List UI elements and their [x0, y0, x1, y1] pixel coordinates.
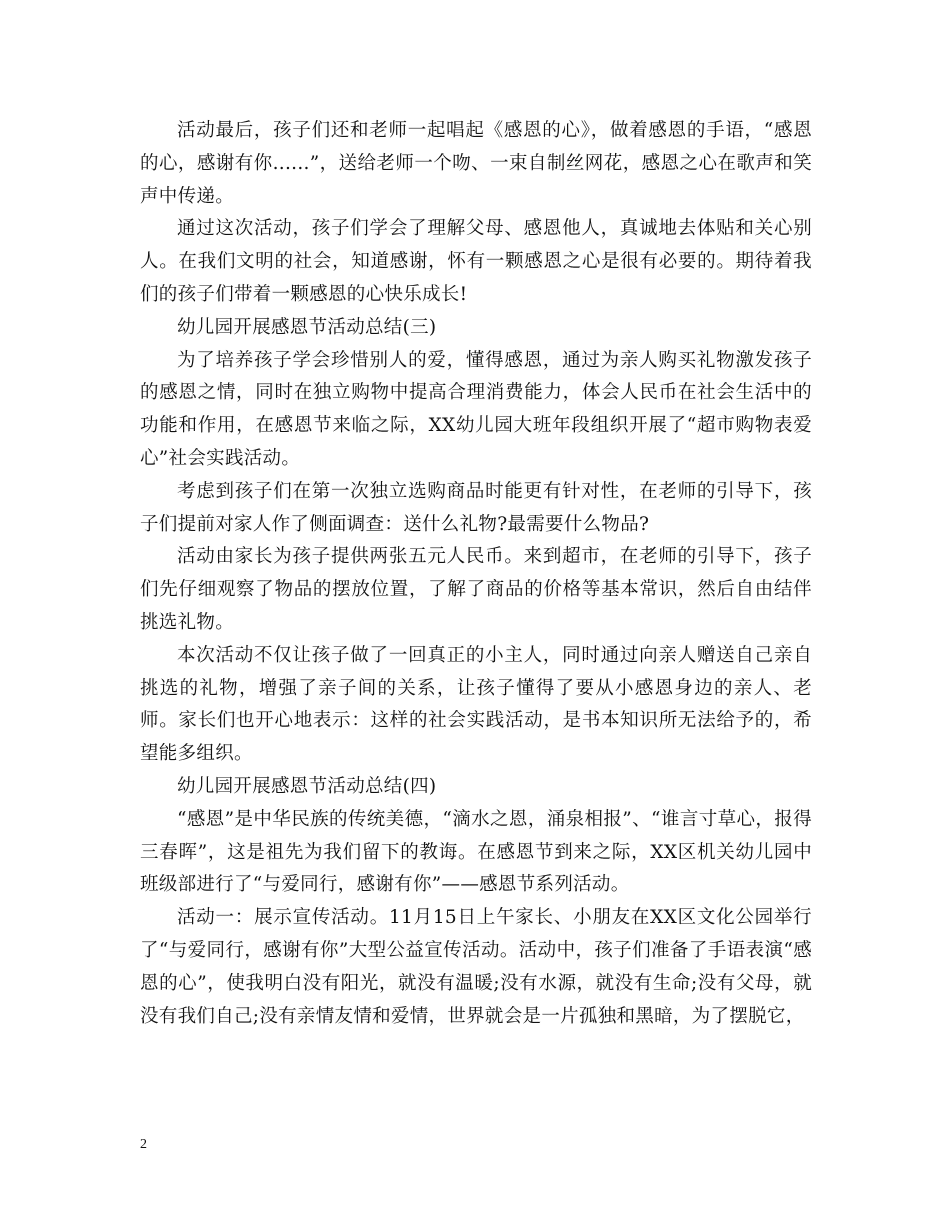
paragraph-closing-song: 活动最后，孩子们还和老师一起唱起《感恩的心》，做着感恩的手语，“感恩的心，感谢有你......”，送给老师一个吻、一束自制丝网花，感恩之心在歌声和笑声中传递。 — [140, 120, 812, 207]
paragraph-activity-one: 活动一：展示宣传活动。11月15日上午家长、小朋友在XX区文化公园举行了“与爱同行，感谢有你”大型公益宣传活动。活动中，孩子们准备了手语表演“感恩的心”，使我明白没有阳光，就没有温暖;没有水源，就没有生命;没有父母，就没有我们自己;没有亲情友情和爱情，世界就会是一片孤独和黑暗，为了摆脱它， — [140, 907, 812, 1027]
paragraph-gratitude-tradition: “感恩”是中华民族的传统美德，“滴水之恩，涌泉相报”、“谁言寸草心，报得三春晖”，这是祖先为我们留下的教诲。在感恩节到来之际，XX区机关幼儿园中班级部进行了“与爱同行，感谢有你”——感恩节系列活动。 — [140, 808, 812, 896]
paragraph-supermarket-intro: 为了培养孩子学会珍惜别人的爱，懂得感恩，通过为亲人购买礼物激发孩子的感恩之情，同时在独立购物中提高合理消费能力，体会人民币在社会生活中的功能和作用，在感恩节来临之际，XX幼儿园大班年段组织开展了“超市购物表爱心”社会实践活动。 — [140, 349, 812, 469]
paragraph-activity-value: 本次活动不仅让孩子做了一回真正的小主人，同时通过向亲人赠送自己亲自挑选的礼物，增强了亲子间的关系，让孩子懂得了要从小感恩身边的亲人、老师。家长们也开心地表示：这样的社会实践活动，是书本知识所无法给予的，希望能多组织。 — [140, 644, 812, 765]
page-number: 2 — [140, 1137, 147, 1152]
section-heading-three: 幼儿园开展感恩节活动总结(三) — [177, 316, 437, 338]
section-heading-four: 幼儿园开展感恩节活动总结(四) — [177, 775, 437, 797]
document-body — [140, 115, 812, 1033]
paragraph-activity-outcome: 通过这次活动，孩子们学会了理解父母、感恩他人，真诚地去体贴和关心别人。在我们文明的社会，知道感谢，怀有一颗感恩之心是很有必要的。期待着我们的孩子们带着一颗感恩的心快乐成长! — [140, 218, 812, 305]
paragraph-shopping: 活动由家长为孩子提供两张五元人民币。来到超市，在老师的引导下，孩子们先仔细观察了物品的摆放位置，了解了商品的价格等基本常识，然后自由结伴挑选礼物。 — [140, 546, 812, 633]
paragraph-survey: 考虑到孩子们在第一次独立选购商品时能更有针对性，在老师的引导下，孩子们提前对家人作了侧面调查：送什么礼物?最需要什么物品? — [140, 480, 812, 535]
